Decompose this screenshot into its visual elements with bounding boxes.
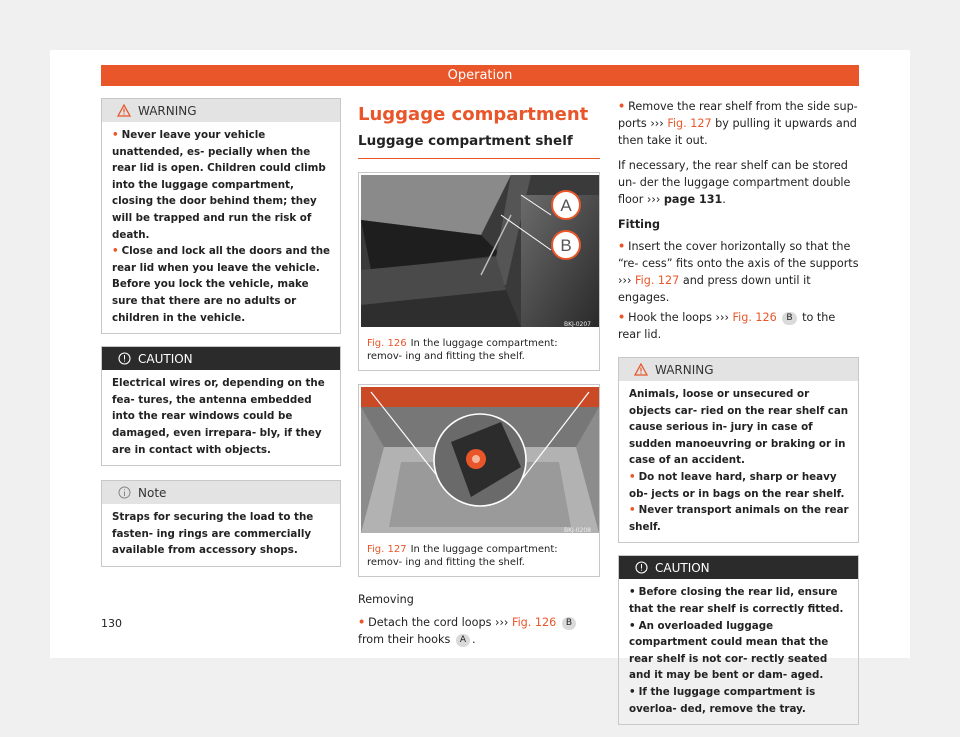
warning-label: WARNING [655,362,714,377]
figure-number: Fig. 127 [367,544,407,555]
column-middle [358,98,600,648]
caution-label: CAUTION [138,351,193,366]
bullet: • [629,504,636,517]
figure-code: BKJ-0208 [563,527,591,534]
caution-circle-icon [116,352,132,365]
warning-body [102,122,340,333]
list-item [112,127,331,243]
figure-127-caption [359,537,599,576]
callout-b-label: B [560,236,572,255]
step-text: . [472,633,476,646]
figure-127 [358,384,600,577]
step-text: to the rear lid. [618,311,836,341]
storage-paragraph [618,157,859,208]
figure-126-image [361,175,597,331]
bullet: • [629,586,636,599]
warning-item-text: Do not leave hard, sharp or heavy ob- jects or in bags on the rear shelf. [629,470,845,500]
note-box [101,480,341,567]
caution-item-text: An overloaded luggage compartment could mean that the rear shelf is not cor- rectly seated and it may be bent or dam- aged. [629,619,829,682]
ref-arrows: ››› [618,274,632,287]
list-item [629,684,849,717]
caption-text: In the luggage compartment: remov- ing and fitting the shelf. [367,544,558,568]
callout-a-label: A [560,196,572,215]
note-label: Note [138,485,167,500]
warning-triangle-icon [633,363,649,376]
warning-intro: Animals, loose or unsecured or objects car- ried on the rear shelf can cause serious in- jury in case of sudden manoeuvring or braking or in case of an accident. [629,388,849,467]
removing-step-1 [358,614,600,648]
bullet: • [629,685,636,698]
removing-heading: Removing [358,593,414,606]
bullet: • [629,619,636,632]
info-icon [116,486,132,499]
bullet: • [112,129,119,141]
fitting-step-2 [618,309,859,343]
warning-item-text: Close and lock all the doors and the rear lid when you leave the vehicle. Before you lock the vehicle, make sure that there are no adults or children in the vehicle. [112,245,331,324]
warning-item-text: Never transport animals on the rear shelf. [629,504,849,533]
warning-body [619,381,858,542]
caution-header [619,556,858,579]
fitting-step-1 [618,238,859,306]
bullet: • [618,100,626,113]
caution-header [102,347,340,370]
page-header: Operation [101,65,859,86]
label-pill-b: B [562,617,576,630]
warning-header [102,99,340,122]
caution-box [101,346,341,466]
caution-item-text: Before closing the rear lid, ensure that the rear shelf is correctly fitted. [629,586,844,615]
section-title: Luggage compartment [358,104,589,125]
remove-shelf-step [618,98,859,149]
caution-circle-icon [633,561,649,574]
figure-126 [358,172,600,371]
caution-body [102,370,340,465]
paragraph-text: . [722,193,726,206]
note-text: Straps for securing the load to the fasten- ing rings are commercially available from accessory shops. [112,511,314,557]
figure-link[interactable]: Fig. 127 [667,117,712,130]
subsection-title: Luggage compartment shelf [358,132,600,159]
shelf-illustration [361,387,599,533]
rear-lid-illustration [361,175,599,327]
label-pill-b: B [782,312,796,325]
fitting-heading: Fitting [618,218,660,231]
paragraph-text: If necessary, the rear shelf can be stored un- der the luggage compartment double floor [618,159,851,206]
step-text: Insert the cover horizontally so that the “re- cess” fits onto the axis of the supports [618,240,859,270]
page-link[interactable]: page 131 [663,193,723,206]
ref-arrows: ››› [715,311,729,324]
list-item [629,618,849,684]
figure-link[interactable]: Fig. 126 [732,311,777,324]
step-text: Hook the loops [628,311,712,324]
warning-box [101,98,341,334]
step-text: from their hooks [358,633,451,646]
page-number: 130 [101,617,122,630]
bullet: • [358,616,366,629]
figure-number: Fig. 126 [367,338,407,349]
list-item [629,502,849,535]
note-body [102,504,340,566]
warning-label: WARNING [138,103,197,118]
ref-arrows: ››› [646,193,661,206]
caution-box-2 [618,555,859,725]
caption-text: In the luggage compartment: remov- ing and fitting the shelf. [367,338,558,362]
figure-126-caption [359,331,599,370]
bullet: • [112,245,119,258]
bullet: • [629,470,636,483]
column-left [101,98,341,579]
figure-link[interactable]: Fig. 126 [511,616,557,629]
warning-box-2 [618,357,859,543]
figure-127-image [361,387,597,537]
figure-link[interactable]: Fig. 127 [634,274,680,287]
caution-label: CAUTION [655,560,710,575]
bullet: • [618,311,626,324]
warning-triangle-icon [116,104,132,117]
caution-text: Electrical wires or, depending on the fea- tures, the antenna embedded into the rear windows could be damaged, even irrepara- bly, if they are in contact with objects. [112,377,325,456]
column-right [618,98,859,737]
list-item [629,469,849,502]
step-text: Detach the cord loops [368,616,492,629]
warning-header [619,358,858,381]
warning-item-text: Never leave your vehicle unattended, es- pecially when the rear lid is open. Children could climb into the luggage compartment, closing the door behind them; they will be trapped and run the risk of death. [112,129,326,241]
ref-arrows: ››› [650,117,664,130]
caution-body [619,579,858,724]
figure-code: BKJ-0207 [563,321,591,328]
step-text: and press down until it engages. [618,274,811,304]
label-pill-a: A [456,634,470,647]
step-text: by pulling it upwards and then take it out. [618,117,857,147]
caution-item-text: If the luggage compartment is overloa- ded, remove the tray. [629,685,816,715]
list-item [112,243,331,326]
step-text: Remove the rear shelf from the side sup- ports [618,100,858,130]
bullet: • [618,240,626,253]
note-header [102,481,340,504]
list-item [629,584,849,617]
ref-arrows: ››› [494,616,509,629]
